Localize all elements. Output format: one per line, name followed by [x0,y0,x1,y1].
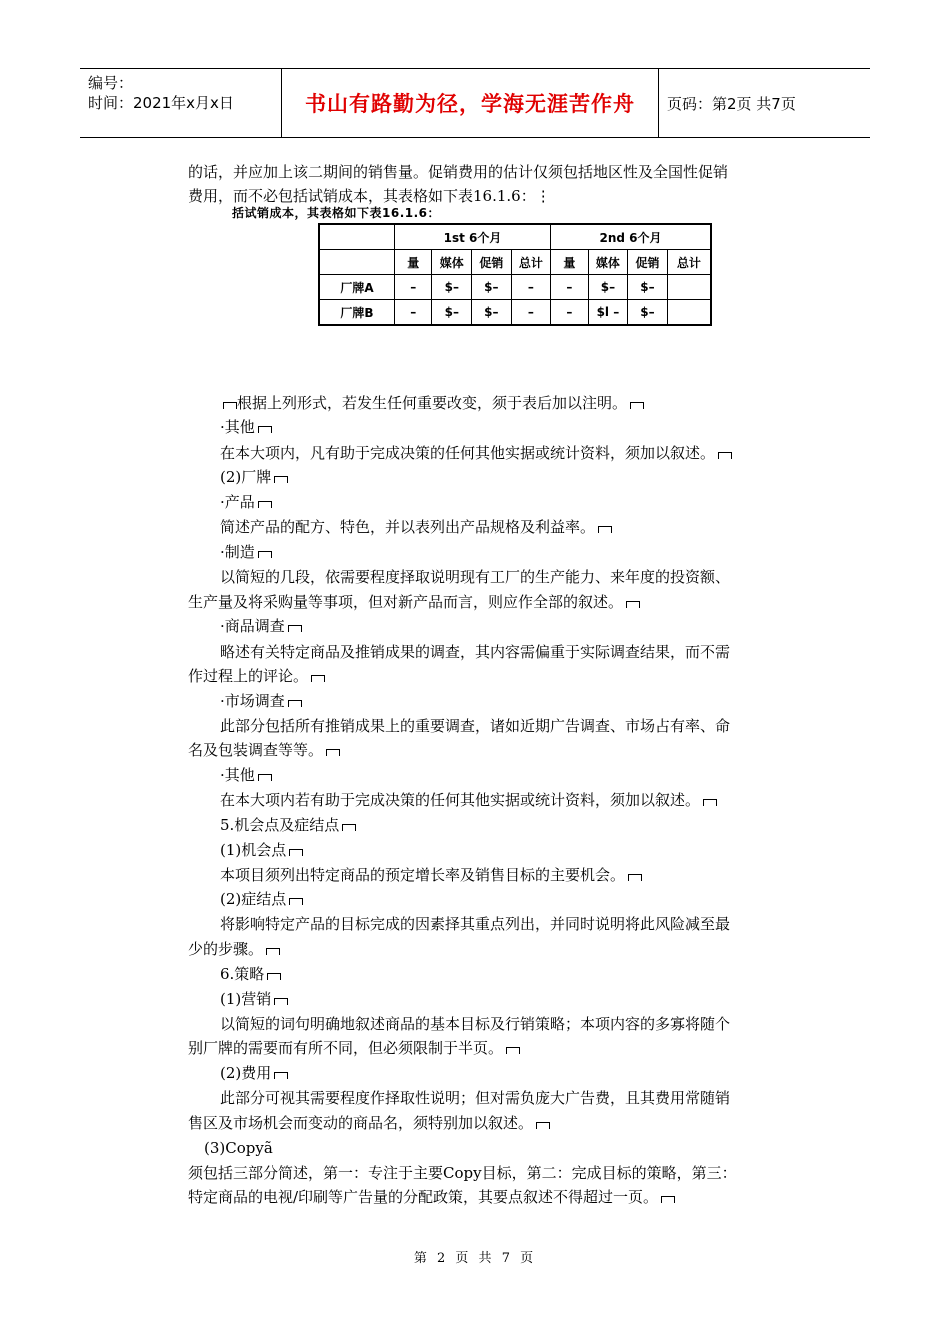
body-line: 作过程上的评论。 [188,665,325,687]
table-cell: $– [472,275,512,300]
body-line: (1)机会点 [220,839,303,861]
column-header: 量 [551,250,589,275]
body-line: ·商品调查 [220,615,302,637]
body-line: 本项目须列出特定商品的预定增长率及销售目标的主要机会。 [220,864,642,886]
scanned-table-caption: 括试销成本，其表格如下表16.1.6： [232,206,441,220]
promotion-cost-table [318,223,712,326]
table-row [319,275,711,300]
table-cell: – [394,275,432,300]
body-line: ·产品 [220,491,272,513]
paragraph-mark-icon [311,675,325,682]
column-header: 促销 [628,250,668,275]
body-line: 别厂牌的需要而有所不同，但必须限制于半页。 [188,1037,520,1059]
body-line: (2)厂牌 [220,466,288,488]
paragraph-mark-icon [703,799,717,806]
column-header: 促销 [472,250,512,275]
table-cell: $– [588,275,628,300]
header-motto-cell [282,69,659,137]
table-row [319,300,711,326]
body-line: 6.策略 [220,963,281,985]
body-line: (2)症结点 [220,888,303,910]
row-label: 厂牌A [319,275,394,300]
table-cell: – [394,300,432,326]
paragraph-mark-icon [258,426,272,433]
body-line: 少的步骤。 [188,938,280,960]
table-cell: – [511,300,550,326]
body-line: 以简短的几段，依需要程度择取说明现有工厂的生产能力、来年度的投资额、 [220,568,731,586]
table-cell: – [551,275,589,300]
scanned-table-image [232,198,712,328]
body-line: 在本大项内若有助于完成决策的任何其他实据或统计资料，须加以叙述。 [220,789,717,811]
body-line: ·制造 [220,541,272,563]
row-label: 厂牌B [319,300,394,326]
body-line: 此部分可视其需要程度作择取性说明；但对需负庞大广告费，且其费用常随销 [220,1089,731,1107]
paragraph-mark-icon [536,1122,550,1129]
paragraph-mark-icon [288,700,302,707]
paragraph-mark-icon [506,1047,520,1054]
body-line: ·其他 [220,764,272,786]
paragraph-mark-icon [661,1196,675,1203]
paragraph-mark-icon [267,973,281,980]
body-line: 在本大项内，凡有助于完成决策的任何其他实据或统计资料，须加以叙述。 [220,442,732,464]
column-header: 总计 [667,250,711,275]
paragraph-mark-icon [274,476,288,483]
page-header [80,68,870,138]
table-cell: $– [432,275,472,300]
motto: 书山有路勤为径，学海无涯苦作舟 [305,92,635,116]
document-time: 时间：2021年x月x日 [88,94,234,112]
body-line: 略述有关特定商品及推销成果的调查，其内容需偏重于实际调查结果，而不需 [220,643,731,661]
body-line: ·其他 [220,416,272,438]
table-cell: – [551,300,589,326]
paragraph-mark-icon [626,601,640,608]
body-line: 生产量及将采购量等事项，但对新产品而言，则应作全部的叙述。 [188,591,640,613]
page-code: 页码：第2页 共7页 [667,94,796,113]
table-cell: $l – [588,300,628,326]
header-meta [80,69,282,137]
document-number-label: 编号： [88,74,134,92]
paragraph-mark-icon [630,402,644,409]
body-line: 根据上列形式，若发生任何重要改变，须于表后加以注明。 [220,392,644,414]
paragraph-mark-icon [288,625,302,632]
paragraph-mark-icon [289,898,303,905]
body-line: 以简短的词句明确地叙述商品的基本目标及行销策略；本项内容的多寡将随个 [220,1015,731,1033]
body-line: 的话，并应加上该二期间的销售量。促销费用的估计仅须包括地区性及全国性促销 [188,163,729,181]
period-header-first: 1st 6个月 [394,224,550,250]
paragraph-mark-icon [718,452,732,459]
body-line: 5.机会点及症结点 [220,814,356,836]
table-row-label-header [319,250,394,275]
table-corner-cell [319,224,394,250]
body-line: (1)营销 [220,988,288,1010]
table-cell: $– [628,275,668,300]
paragraph-mark-icon [598,526,612,533]
paragraph-mark-icon [274,1072,288,1079]
body-line: 简述产品的配方、特色，并以表列出产品规格及利益率。 [220,516,612,538]
paragraph-mark-icon [223,402,237,409]
body-line: 此部分包括所有推销成果上的重要调查，诸如近期广告调查、市场占有率、命 [220,717,731,735]
table-cell: – [511,275,550,300]
paragraph-mark-icon [289,849,303,856]
paragraph-mark-icon [258,774,272,781]
table-cell: $– [628,300,668,326]
paragraph-mark-icon [258,501,272,508]
paragraph-mark-icon [342,824,356,831]
column-header: 媒体 [588,250,628,275]
body-line: 费用，而不必包括试销成本，其表格如下表16.1.6：⋮ [188,187,551,205]
table-cell [667,275,711,300]
column-header: 总计 [511,250,550,275]
body-line: ·市场调查 [220,690,302,712]
paragraph-mark-icon [326,749,340,756]
column-header: 媒体 [432,250,472,275]
period-header-second: 2nd 6个月 [551,224,711,250]
page-footer: 第 2 页 共 7 页 [413,1251,537,1266]
header-page-code-cell [659,69,870,137]
table-cell: $– [472,300,512,326]
table-cell [667,300,711,326]
body-line: (3)Copyã [204,1139,273,1157]
body-line: 须包括三部分简述，第一：专注于主要Copy目标，第二：完成目标的策略，第三： [188,1164,737,1182]
body-line: (2)费用 [220,1062,288,1084]
paragraph-mark-icon [258,551,272,558]
body-line: 特定商品的电视/印刷等广告量的分配政策，其要点叙述不得超过一页。 [188,1186,675,1208]
paragraph-mark-icon [266,948,280,955]
body-line: 名及包装调查等等。 [188,739,340,761]
table-cell: $– [432,300,472,326]
paragraph-mark-icon [274,998,288,1005]
body-line: 将影响特定产品的目标完成的因素择其重点列出，并同时说明将此风险减至最 [220,915,731,933]
column-header: 量 [394,250,432,275]
paragraph-mark-icon [628,874,642,881]
body-line: 售区及市场机会而变动的商品名，须特别加以叙述。 [188,1112,550,1134]
